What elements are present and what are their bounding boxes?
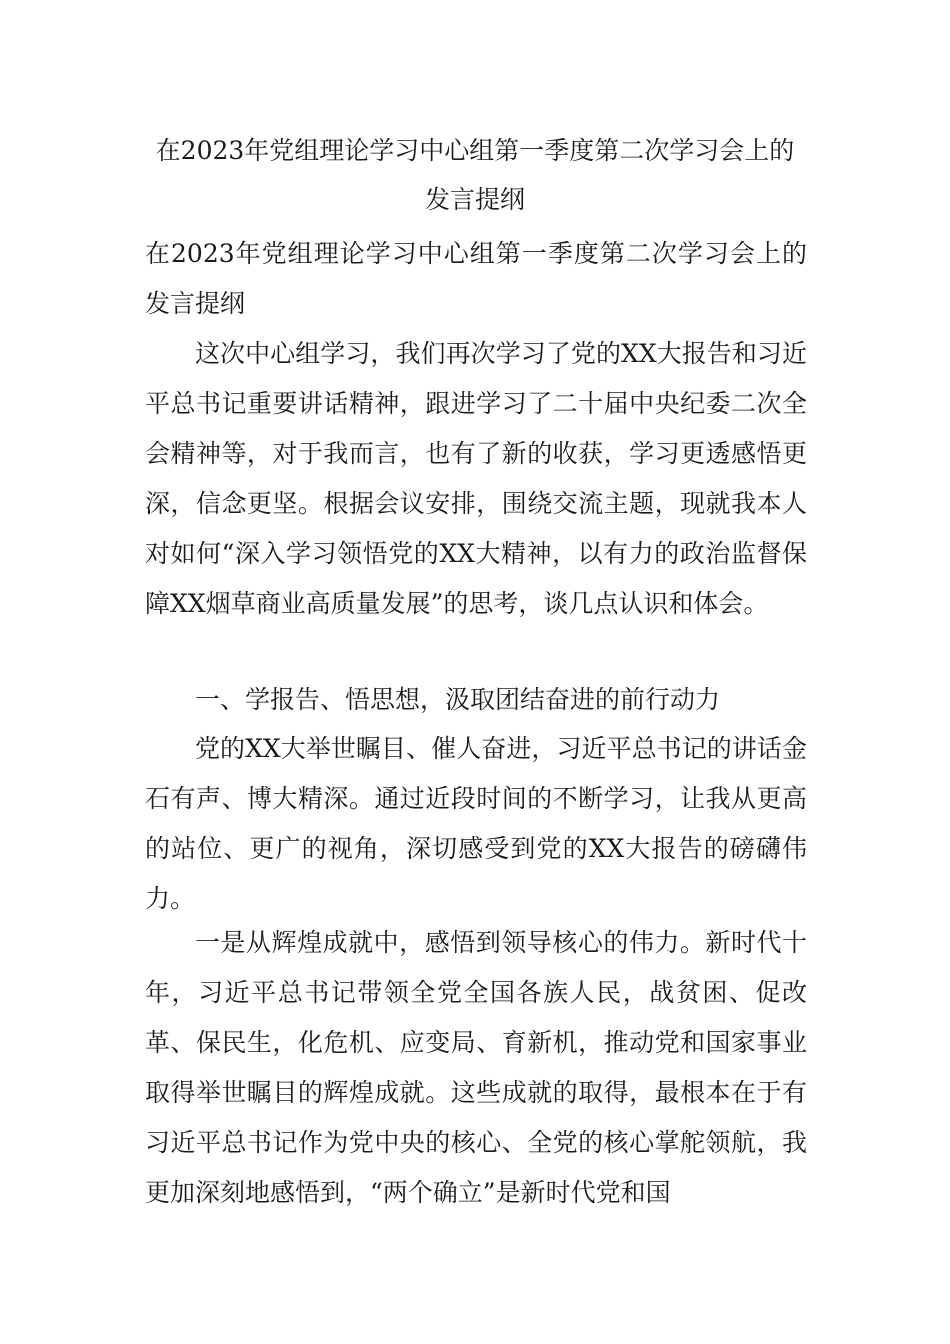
document-title-line-2: 发言提纲	[424, 185, 525, 214]
document-title-repeat: 在2023年党组理论学习中心组第一季度第二次学习会上的发言提纲	[145, 239, 807, 318]
section-heading-1: 一、学报告、悟思想，汲取团结奋进的前行动力	[195, 685, 721, 714]
intro-paragraph: 这次中心组学习，我们再次学习了党的XX大报告和习近平总书记重要讲话精神，跟进学习了二十届中央纪委二次全会精神等，对于我而言，也有了新的收获，学习更透感悟更深，信念更坚。根据会议安排，围绕交流主题，现就我本人对如何“深入学习领悟党的XX大精神，以有力的政治监督保障XX烟草商业高质量发展”的思考，谈几点认识和体会。	[145, 339, 807, 618]
body-paragraph-2: 一是从辉煌成就中，感悟到领导核心的伟力。新时代十年，习近平总书记带领全党全国各族人民，战贫困、促改革、保民生，化危机、应变局、育新机，推动党和国家事业取得举世瞩目的辉煌成就。这些成就的取得，最根本在于有习近平总书记作为党中央的核心、全党的核心掌舵领航，我更加深刻地感悟到，“两个确立”是新时代党和国	[145, 928, 807, 1207]
body-paragraph-1: 党的XX大举世瞩目、催人奋进，习近平总书记的讲话金石有声、博大精深。通过近段时间的不断学习，让我从更高的站位、更广的视角，深切感受到党的XX大报告的磅礴伟力。	[145, 734, 807, 913]
document-title-line-1: 在2023年党组理论学习中心组第一季度第二次学习会上的	[155, 136, 795, 165]
